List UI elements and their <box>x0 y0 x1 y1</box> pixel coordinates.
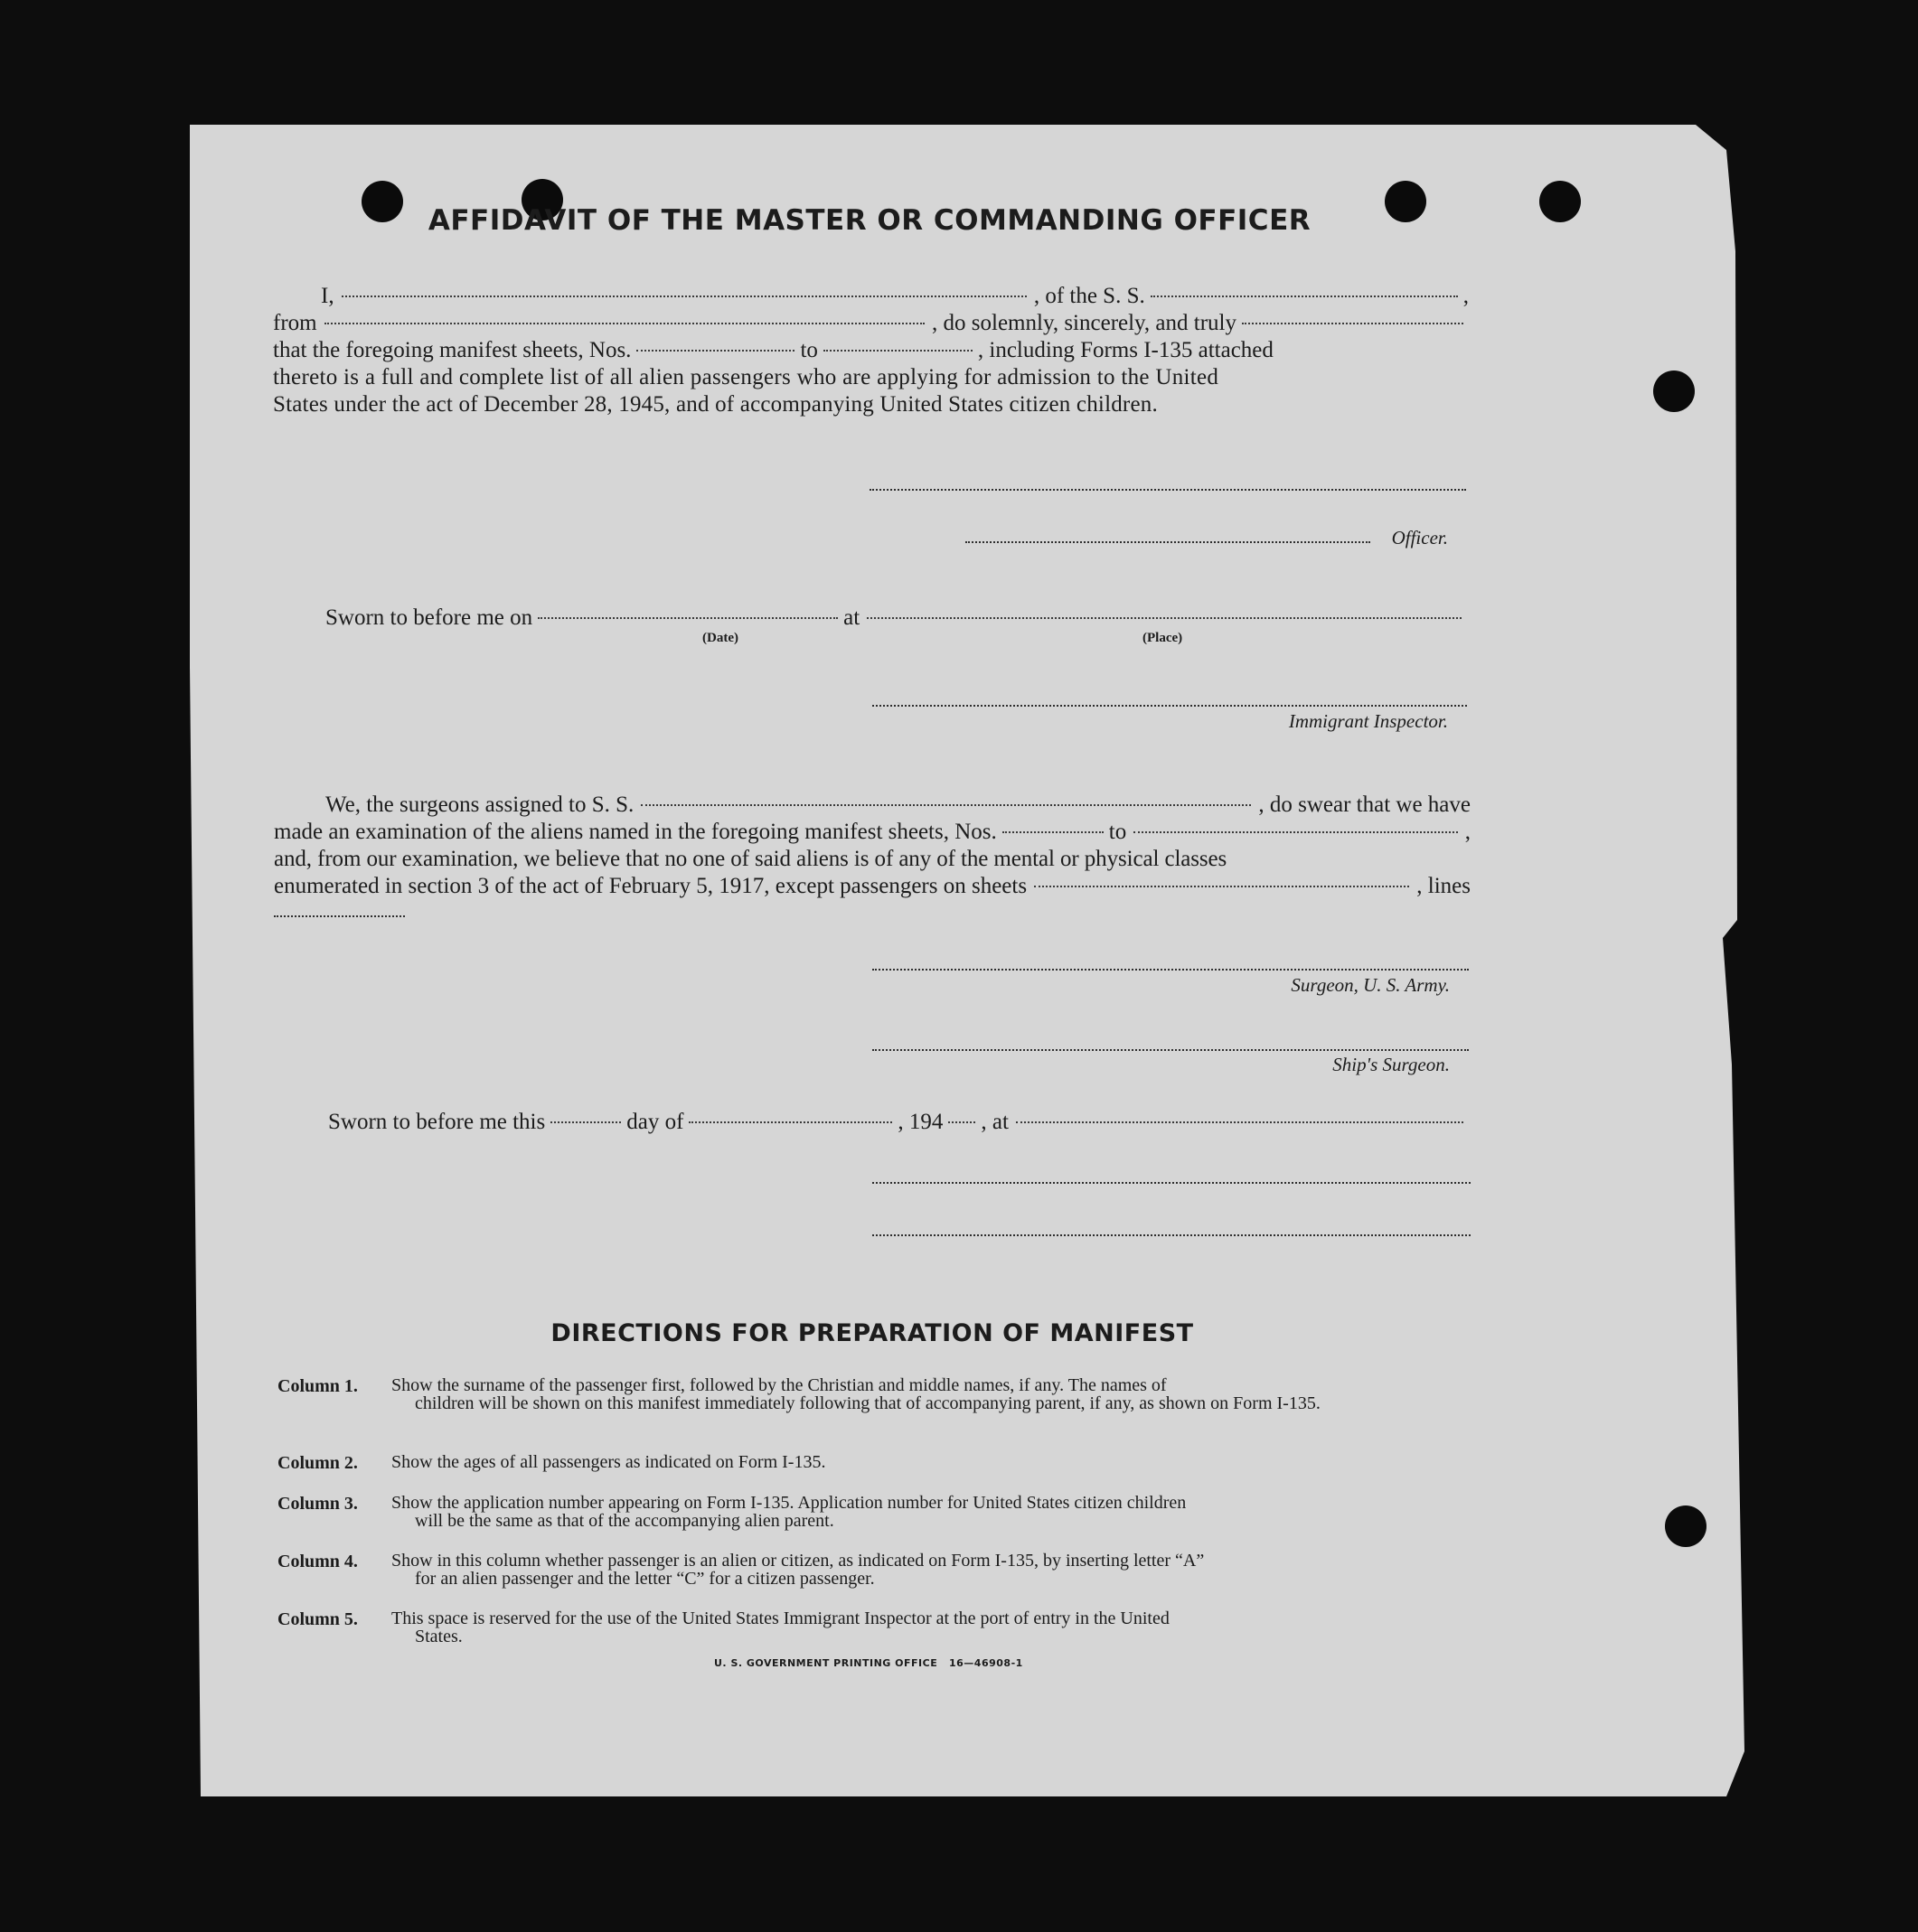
column-1-line: Show the surname of the passenger first, followed by the Christian and middle names, if any. The names of <box>391 1375 1167 1395</box>
text: , <box>1464 820 1471 844</box>
column-5-continuation: States. <box>415 1627 463 1646</box>
blank-place <box>867 616 1462 619</box>
column-4-line: Show in this column whether passenger is an alien or citizen, as indicated on Form I-135, by inserting letter “A” <box>391 1551 1205 1571</box>
blank-name <box>342 295 1027 297</box>
column-4-label: Column 4. <box>277 1552 358 1571</box>
text: , including Forms I-135 attached <box>977 338 1274 362</box>
blank-day <box>550 1121 621 1123</box>
blank-date <box>538 616 838 619</box>
officer-label: Officer. <box>1391 527 1448 549</box>
text: , at <box>981 1110 1009 1134</box>
immigrant-inspector-label: Immigrant Inspector. <box>1288 710 1448 732</box>
column-4-text <box>391 1552 1476 1588</box>
sworn-line-2 <box>328 1110 1471 1135</box>
punch-hole <box>1539 181 1581 222</box>
printing-office: U. S. GOVERNMENT PRINTING OFFICE <box>714 1657 938 1669</box>
affidavit-line-4: thereto is a full and complete list of all alien passengers who are applying for admission to the United <box>273 365 1219 389</box>
column-2-line: Show the ages of all passengers as indicated on Form I-135. <box>391 1452 826 1472</box>
column-3-label: Column 3. <box>277 1494 358 1514</box>
text: , do solemnly, sincerely, and truly <box>932 311 1236 335</box>
blank-ship <box>1151 295 1458 297</box>
text: , 194 <box>898 1110 944 1134</box>
blank-oath <box>1242 322 1463 324</box>
signature-line <box>872 1049 1469 1051</box>
signature-line <box>872 969 1469 971</box>
punch-hole <box>1665 1505 1706 1547</box>
text: Sworn to before me this <box>328 1110 546 1134</box>
blank-lines <box>274 915 405 917</box>
column-1-label: Column 1. <box>277 1376 358 1396</box>
affidavit-line-2 <box>273 311 1469 336</box>
punch-hole <box>362 181 403 222</box>
blank-sheets <box>1034 885 1409 887</box>
affidavit-line-5: States under the act of December 28, 1945, and of accompanying United States citizen children. <box>273 392 1158 417</box>
blank-sheets-to <box>823 349 973 352</box>
column-3-text <box>391 1494 1476 1530</box>
column-2-label: Column 2. <box>277 1453 358 1473</box>
text: that the foregoing manifest sheets, Nos. <box>273 338 632 362</box>
affidavit-title: AFFIDAVIT OF THE MASTER OR COMMANDING OFFICER <box>428 204 1312 237</box>
punch-hole <box>1385 181 1426 222</box>
surgeons-line-2 <box>274 820 1471 845</box>
text: , <box>1462 284 1469 308</box>
text: made an examination of the aliens named in the foregoing manifest sheets, Nos. <box>274 820 997 844</box>
army-surgeon-label: Surgeon, U. S. Army. <box>1291 974 1450 996</box>
affidavit-line-1 <box>321 284 1469 309</box>
punch-hole <box>1653 370 1695 412</box>
text: , do swear that we have <box>1258 792 1471 817</box>
place-caption: (Place) <box>1142 631 1183 645</box>
column-5-label: Column 5. <box>277 1609 358 1629</box>
signature-line <box>870 489 1466 491</box>
text: We, the surgeons assigned to S. S. <box>325 792 635 817</box>
blank-sheets-from <box>636 349 794 352</box>
column-5-text <box>391 1609 1476 1646</box>
surgeons-line-3: and, from our examination, we believe that no one of said aliens is of any of the mental or physical classes <box>274 847 1227 871</box>
form-code: 16—46908-1 <box>949 1657 1023 1669</box>
signature-line <box>965 541 1370 543</box>
text: to <box>800 338 818 362</box>
date-caption: (Date) <box>702 631 738 645</box>
column-2-text <box>391 1453 1476 1471</box>
text: Sworn to before me on <box>325 605 533 630</box>
signature-line <box>872 1182 1471 1184</box>
directions-title: DIRECTIONS FOR PREPARATION OF MANIFEST <box>550 1319 1194 1347</box>
column-1-text <box>391 1376 1476 1412</box>
column-3-line: Show the application number appearing on Form I-135. Application number for United States citizen children <box>391 1493 1187 1513</box>
blank-sworn-place <box>1016 1121 1463 1123</box>
text: from <box>273 311 317 335</box>
blank-month <box>689 1121 892 1123</box>
sworn-line-1 <box>325 605 1469 631</box>
text: at <box>843 605 860 630</box>
text: , lines <box>1416 874 1471 898</box>
signature-line <box>872 1234 1471 1236</box>
surgeons-line-1 <box>325 792 1471 818</box>
column-1-continuation: children will be shown on this manifest immediately following that of accompanying parent, if any, as shown on Form I-135. <box>415 1393 1321 1413</box>
blank-surgeon-ship <box>641 803 1251 806</box>
column-3-continuation: will be the same as that of the accompanying alien parent. <box>415 1511 834 1531</box>
signature-line <box>872 705 1467 707</box>
column-5-line: This space is reserved for the use of the United States Immigrant Inspector at the port of entry in the United <box>391 1608 1170 1628</box>
blank-from <box>324 322 925 324</box>
text: , of the S. S. <box>1033 284 1145 308</box>
text: to <box>1108 820 1127 844</box>
text: enumerated in section 3 of the act of February 5, 1917, except passengers on sheets <box>274 874 1028 898</box>
ships-surgeon-label: Ship's Surgeon. <box>1332 1054 1450 1075</box>
blank-year <box>948 1121 975 1123</box>
surgeons-line-4 <box>274 874 1471 899</box>
blank-nos-from <box>1002 830 1104 833</box>
affidavit-line-3 <box>273 338 1469 363</box>
column-4-continuation: for an alien passenger and the letter “C” for a citizen passenger. <box>415 1569 875 1589</box>
text: I, <box>321 284 334 308</box>
blank-nos-to <box>1133 830 1458 833</box>
text: day of <box>626 1110 684 1134</box>
